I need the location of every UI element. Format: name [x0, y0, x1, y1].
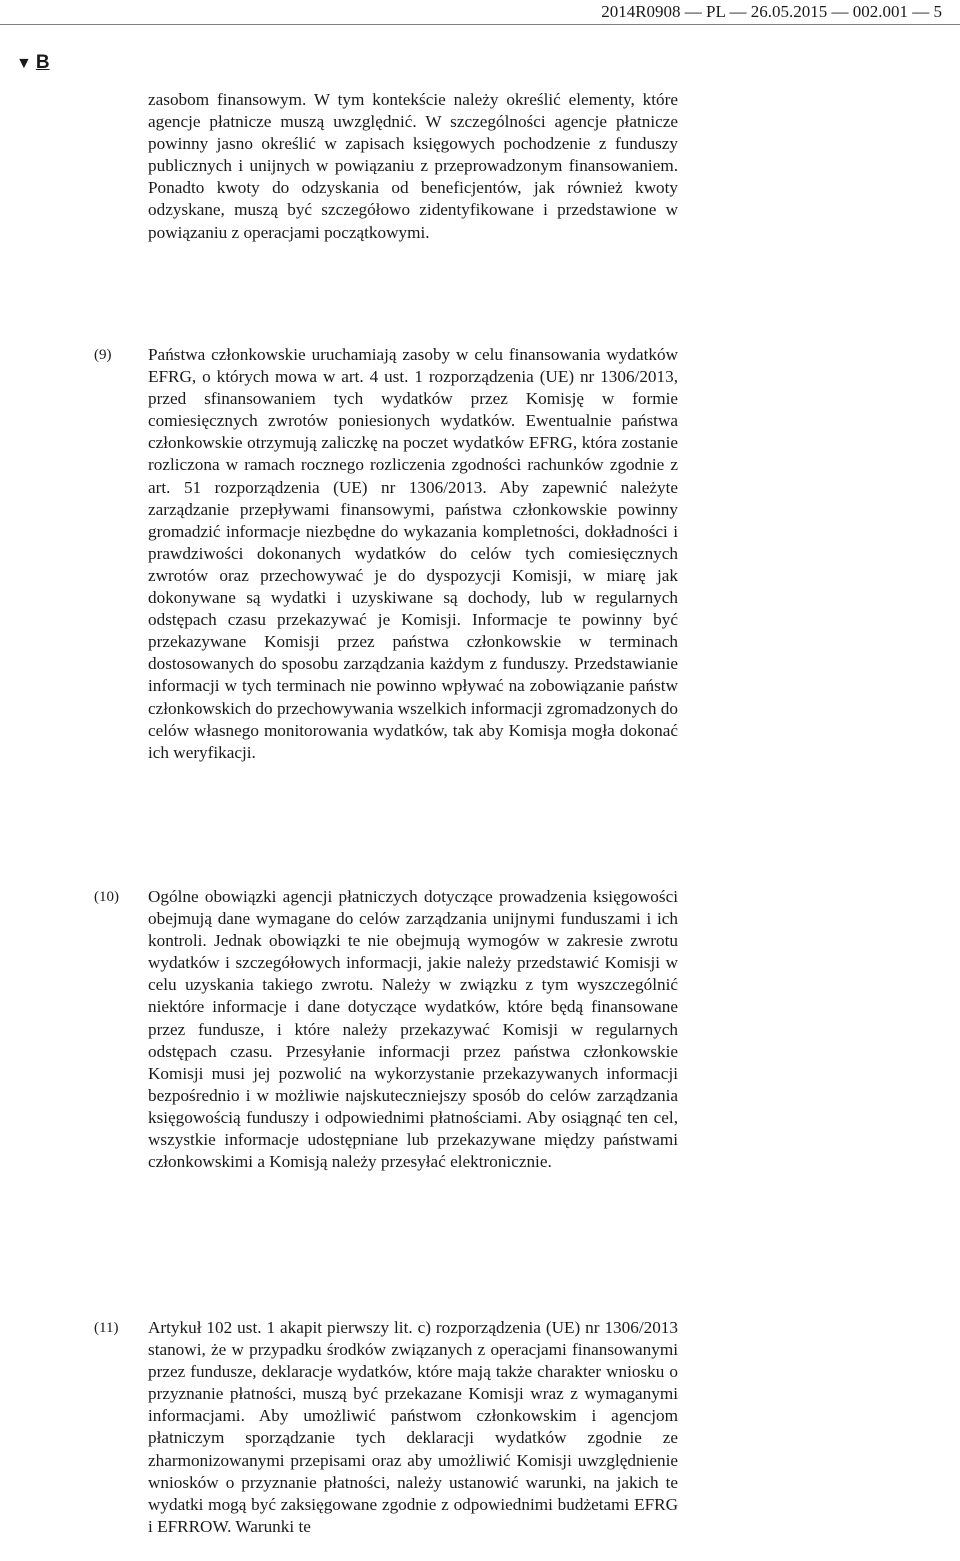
paragraph-number: (11): [94, 1320, 119, 1336]
paragraph-number: (10): [94, 889, 119, 905]
amendment-marker: [16, 52, 50, 75]
paragraph-10: Ogólne obowiązki agencji płatniczych dotyczące prowadzenia księgowości obejmują dane wymagane do celów zarządzania unijnymi funduszami i ich kontroli. Jednak obowiązki te nie obejmują wymogów w zakresie zwrotu wydatków i szczegółowych informacji, jakie należy przedstawić Komisji w celu uzyskania takiego zwrotu. Należy w związku z tym wyszczególnić niektóre informacje i dane dotyczące wydatków, które będą finansowane przez fundusze, i które należy przekazywać Komisji w regularnych odstępach czasu. Przesyłanie informacji przez państwa członkowskie Komisji musi jej pozwolić na wykorzystanie przekazywanych informacji bezpośrednio i w możliwie najskuteczniejszy sposób do celów zarządzania księgowością funduszy i odpowiednimi płatnościami. Aby osiągnąć ten cel, wszystkie informacje udostępniane lub przekazywane między państwami członkowskimi a Komisją należy przesyłać elektronicznie.: [148, 887, 678, 1172]
document-reference: 2014R0908 — PL — 26.05.2015 — 002.001 — 5: [601, 2, 942, 21]
amendment-marker-label: B: [35, 52, 50, 73]
triangle-down-icon: ▼: [16, 55, 32, 72]
paragraph-continuation: zasobom finansowym. W tym kontekście należy określić elementy, które agencje płatnicze muszą uwzględnić. W szczególności agencje płatnicze powinny jasno określić w zapisach księgowych pochodzenie z funduszy publicznych i unijnych w powiązaniu z przeprowadzonym finansowaniem. Ponadto kwoty do odzyskania od beneficjentów, jak również kwoty odzyskane, muszą być szczegółowo zidentyfikowane i przedstawione w powiązaniu z operacjami początkowymi.: [148, 90, 678, 242]
paragraph-number: (9): [94, 347, 112, 363]
paragraph-9: Państwa członkowskie uruchamiają zasoby w celu finansowania wydatków EFRG, o których mowa w art. 4 ust. 1 rozporządzenia (UE) nr 1306/2013, przed sfinansowaniem tych wydatków przez Komisję w formie comiesięcznych zwrotów poniesionych wydatków. Ewentualnie państwa członkowskie otrzymują zaliczkę na poczet wydatków EFRG, która zostanie rozliczona w ramach rocznego rozliczenia zgodności rachunków zgodnie z art. 51 rozporządzenia (UE) nr 1306/2013. Aby zapewnić należyte zarządzanie przepływami finansowymi, państwa członkowskie powinny gromadzić informacje niezbędne do wykazania kompletności, dokładności i prawdziwości dokonanych wydatków do celów tych comiesięcznych zwrotów oraz przechowywać je do dyspozycji Komisji, w miarę jak dokonywane są wydatki i uzyskiwane są dochody, lub w regularnych odstępach czasu przekazywać je Komisji. Informacje te powinny być przekazywane Komisji przez państwa członkowskie w terminach dostosowanych do sposobu zarządzania każdym z funduszy. Przedstawianie informacji w tych terminach nie powinno wpływać na zobowiązanie państw członkowskich do przechowywania wszelkich informacji zgromadzonych do celów własnego monitorowania wydatków, tak aby Komisja mogła dokonać ich weryfikacji.: [148, 345, 678, 762]
paragraph-11: Artykuł 102 ust. 1 akapit pierwszy lit. c) rozporządzenia (UE) nr 1306/2013 stanowi, że w przypadku środków związanych z operacjami finansowanymi przez fundusze, deklaracje wydatków, które mają także charakter wniosku o przyznanie płatności, muszą być przekazane Komisji wraz z wymaganymi informacjami. Aby umożliwić państwom członkowskim i agencjom płatniczym sporządzanie tych deklaracji wydatków zgodnie ze zharmonizowanymi przepisami oraz aby umożliwić Komisji uwzględnienie wniosków o przyznanie płatności, należy ustanowić warunki, na jakich te wydatki mogą być zaksięgowane zgodnie z odpowiednimi budżetami EFRG i EFRROW. Warunki te: [148, 1318, 678, 1536]
